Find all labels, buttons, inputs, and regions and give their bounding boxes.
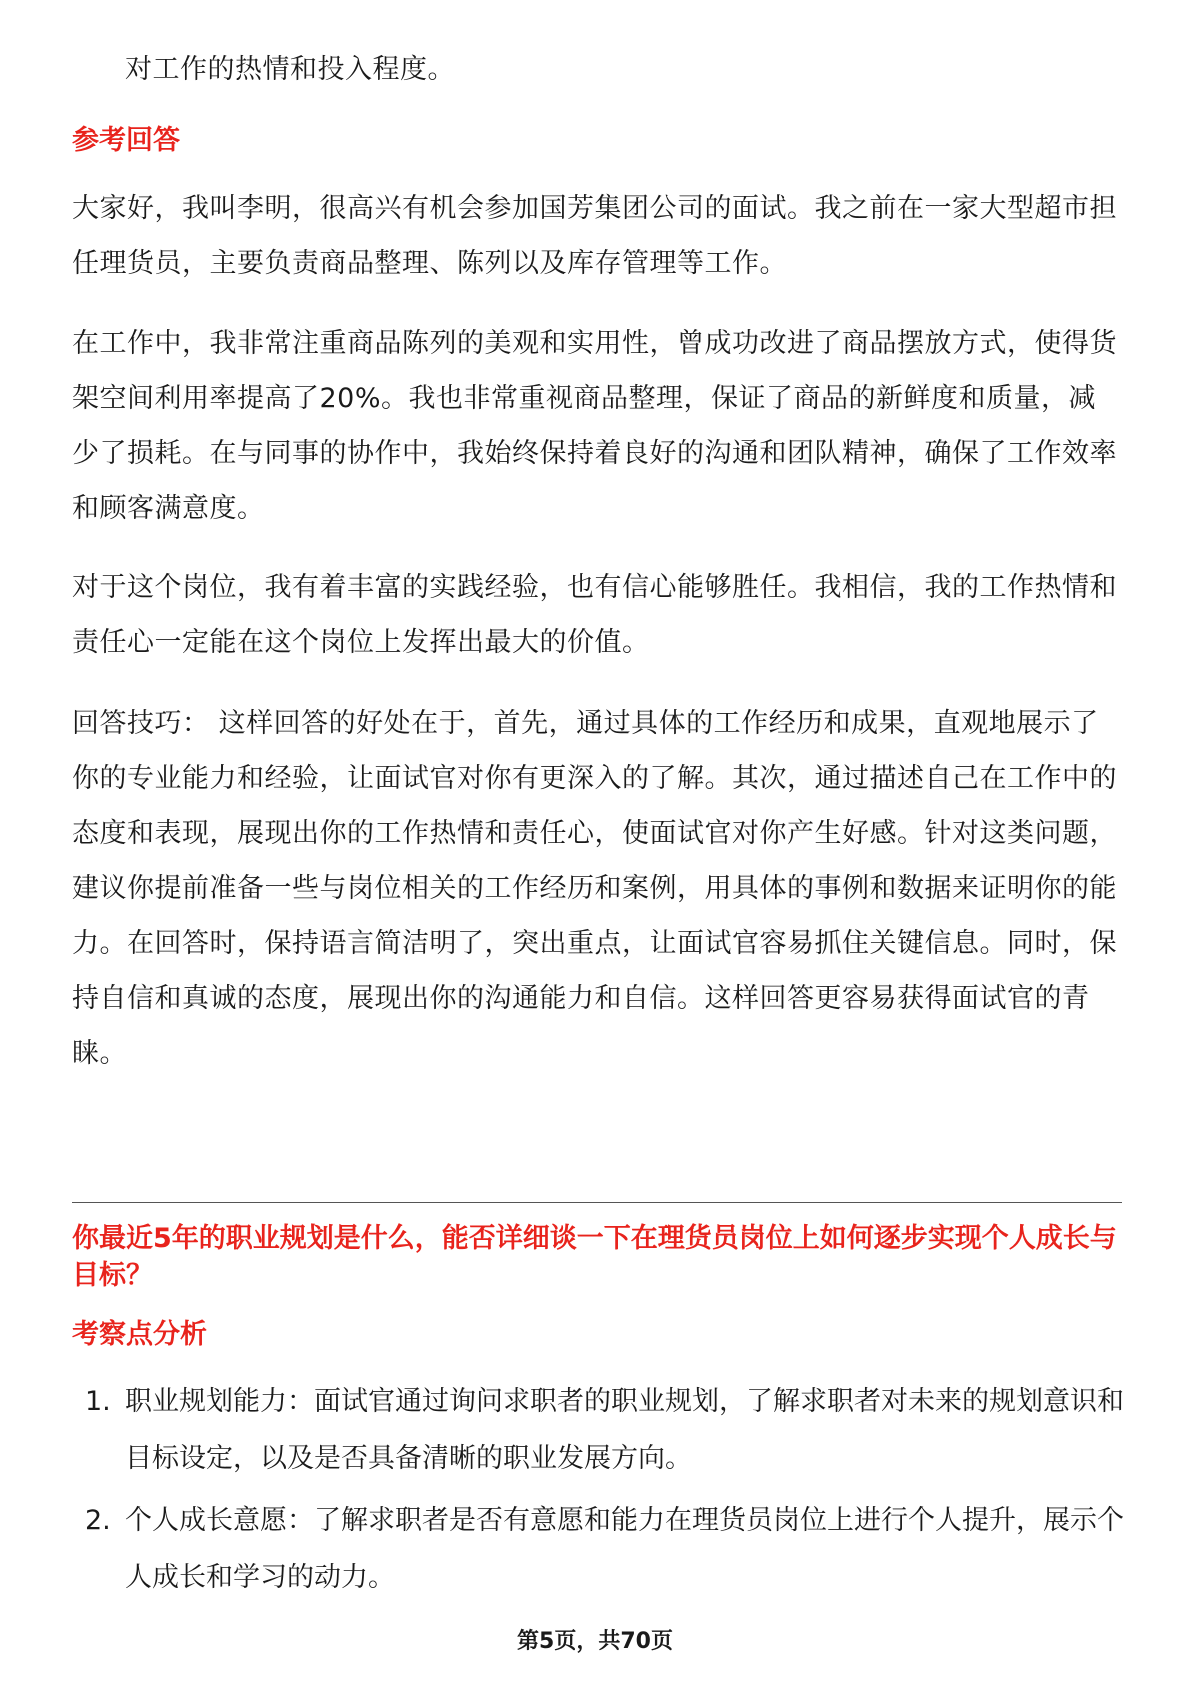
question-heading: 你最近5年的职业规划是什么，能否详细谈一下在理货员岗位上如何逐步实现个人成长与目标？: [72, 1223, 1117, 1291]
list-item-text: 个人成长意愿：了解求职者是否有意愿和能力在理货员岗位上进行个人提升，展示个人成长和学习的动力。: [125, 1505, 1124, 1593]
page-number: 第5页，共70页: [517, 1629, 673, 1654]
section-divider: [72, 1202, 1122, 1203]
analysis-item: [85, 1492, 1125, 1606]
list-number: 2.: [85, 1505, 111, 1536]
answer-paragraph-3: 对于这个岗位，我有着丰富的实践经验，也有信心能够胜任。我相信，我的工作热情和责任心一定能在这个岗位上发挥出最大的价值。: [72, 572, 1117, 658]
answer-tips-paragraph: 回答技巧： 这样回答的好处在于，首先，通过具体的工作经历和成果，直观地展示了你的专业能力和经验，让面试官对你有更深入的了解。其次，通过描述自己在工作中的态度和表现，展现出你的工作热情和责任心，使面试官对你产生好感。针对这类问题，建议你提前准备一些与岗位相关的工作经历和案例，用具体的事例和数据来证明你的能力。在回答时，保持语言简洁明了，突出重点，让面试官容易抓住关键信息。同时，保持自信和真诚的态度，展现出你的沟通能力和自信。这样回答更容易获得面试官的青睐。: [72, 708, 1117, 1069]
analysis-heading: 考察点分析: [72, 1319, 207, 1350]
analysis-item: [85, 1373, 1125, 1487]
list-number: 1.: [85, 1386, 111, 1417]
answer-paragraph-2: 在工作中，我非常注重商品陈列的美观和实用性，曾成功改进了商品摆放方式，使得货架空间利用率提高了20%。我也非常重视商品整理，保证了商品的新鲜度和质量，减少了损耗。在与同事的协作中，我始终保持着良好的沟通和团队精神，确保了工作效率和顾客满意度。: [72, 328, 1117, 524]
intro-line: 对工作的热情和投入程度。: [125, 54, 455, 85]
list-item-text: 职业规划能力：面试官通过询问求职者的职业规划，了解求职者对未来的规划意识和目标设定，以及是否具备清晰的职业发展方向。: [125, 1386, 1124, 1474]
answer-paragraph-1: 大家好，我叫李明，很高兴有机会参加国芳集团公司的面试。我之前在一家大型超市担任理货员，主要负责商品整理、陈列以及库存管理等工作。: [72, 193, 1117, 279]
answer-heading: 参考回答: [72, 125, 180, 156]
